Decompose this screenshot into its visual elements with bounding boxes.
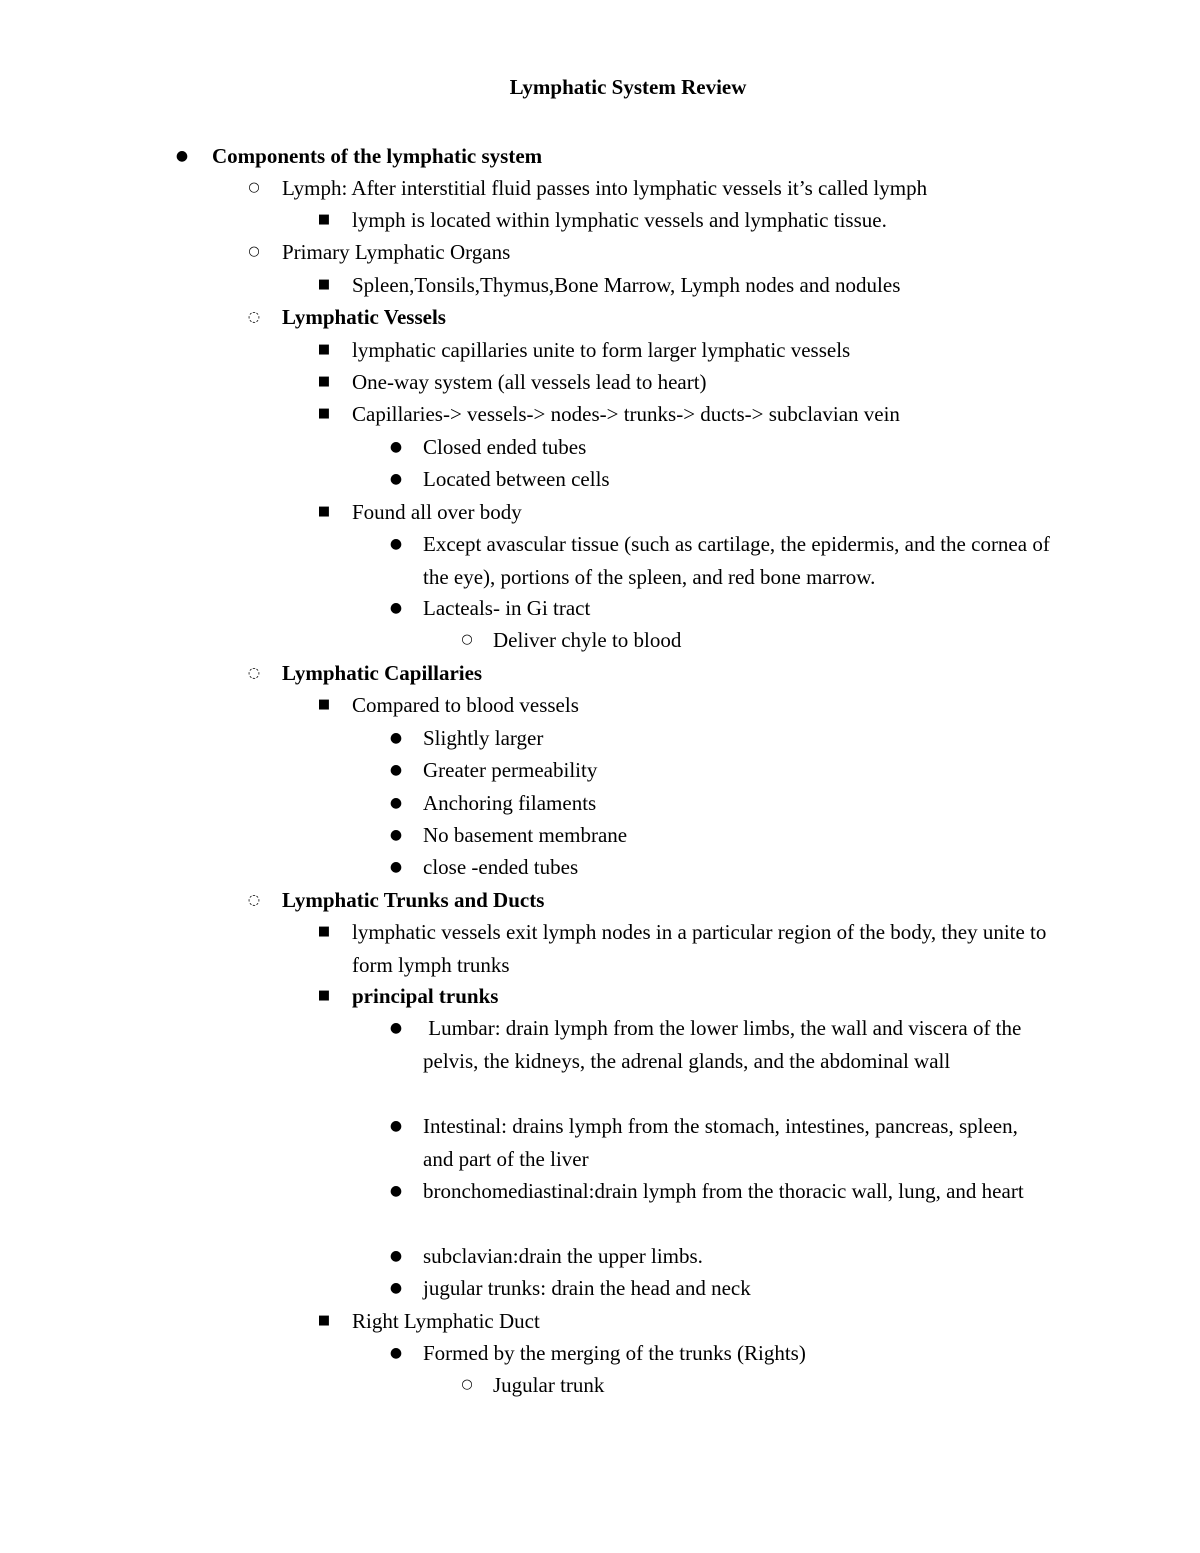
list-item: ● Lacteals- in Gi tract — [423, 592, 590, 625]
list-item: ◌ Lymphatic Capillaries — [282, 657, 482, 690]
list-item: ○ Deliver chyle to blood — [493, 624, 681, 657]
list-item: ● Located between cells — [423, 463, 610, 496]
list-item: ○ Jugular trunk — [493, 1369, 604, 1402]
disc-bullet-icon: ● — [389, 762, 403, 778]
disc-bullet-icon: ● — [389, 1280, 403, 1296]
list-item: ■ Compared to blood vessels — [352, 689, 579, 722]
list-item: ◌ Lymphatic Vessels — [282, 301, 446, 334]
disc-bullet-icon: ● — [389, 827, 403, 843]
square-bullet-icon: ■ — [317, 697, 331, 712]
list-item: ● Closed ended tubes — [423, 431, 586, 464]
list-item: ■ principal trunks — [352, 980, 498, 1013]
list-item: ● Lumbar: drain lymph from the lower limbs, the wall and viscera of the pelvis, the kidneys, the adrenal glands, and the abdominal wall — [423, 1012, 1043, 1077]
circle-bullet-icon: ○ — [248, 244, 260, 259]
list-item: ● Components of the lymphatic system — [212, 140, 542, 173]
disc-bullet-icon: ● — [389, 859, 403, 875]
circle-bullet-icon: ○ — [461, 1377, 473, 1392]
square-bullet-icon: ■ — [317, 374, 331, 389]
list-item: ● subclavian:drain the upper limbs. — [423, 1240, 703, 1273]
disc-bullet-icon: ● — [175, 148, 189, 164]
square-bullet-icon: ■ — [317, 342, 331, 357]
list-item: ● Except avascular tissue (such as cartilage, the epidermis, and the cornea of the eye), portions of the spleen, and red bone marrow. — [423, 528, 1063, 593]
list-item: ■ Capillaries-> vessels-> nodes-> trunks-> ducts-> subclavian vein — [352, 398, 900, 431]
list-item: ● jugular trunks: drain the head and neck — [423, 1272, 751, 1305]
square-bullet-icon: ■ — [317, 504, 331, 519]
list-item: ■ Found all over body — [352, 496, 522, 529]
list-item: ● Intestinal: drains lymph from the stomach, intestines, pancreas, spleen, and part of the liver — [423, 1110, 1043, 1175]
square-bullet-icon: ■ — [317, 277, 331, 292]
dotted-circle-bullet-icon: ◌ — [247, 665, 261, 681]
list-item: ● Greater permeability — [423, 754, 597, 787]
disc-bullet-icon: ● — [389, 1183, 403, 1199]
disc-bullet-icon: ● — [389, 1345, 403, 1361]
disc-bullet-icon: ● — [389, 536, 403, 552]
disc-bullet-icon: ● — [389, 795, 403, 811]
disc-bullet-icon: ● — [389, 1020, 403, 1036]
circle-bullet-icon: ○ — [461, 632, 473, 647]
disc-bullet-icon: ● — [389, 471, 403, 487]
disc-bullet-icon: ● — [389, 439, 403, 455]
list-item: ■ Right Lymphatic Duct — [352, 1305, 540, 1338]
list-item: ■ lymph is located within lymphatic vessels and lymphatic tissue. — [352, 204, 887, 237]
square-bullet-icon: ■ — [317, 212, 331, 227]
disc-bullet-icon: ● — [389, 1248, 403, 1264]
list-item: ● Anchoring filaments — [423, 787, 596, 820]
list-item: ○ Lymph: After interstitial fluid passes into lymphatic vessels it’s called lymph — [282, 172, 927, 205]
list-item: ● bronchomediastinal:drain lymph from the thoracic wall, lung, and heart — [423, 1175, 1063, 1208]
list-item: ○ Primary Lymphatic Organs — [282, 236, 510, 269]
square-bullet-icon: ■ — [317, 924, 331, 939]
square-bullet-icon: ■ — [317, 406, 331, 421]
square-bullet-icon: ■ — [317, 1313, 331, 1328]
disc-bullet-icon: ● — [389, 600, 403, 616]
disc-bullet-icon: ● — [389, 730, 403, 746]
list-item: ■ lymphatic capillaries unite to form larger lymphatic vessels — [352, 334, 850, 367]
dotted-circle-bullet-icon: ◌ — [247, 892, 261, 908]
list-item: ■ lymphatic vessels exit lymph nodes in a particular region of the body, they unite to form lymph trunks — [352, 916, 1064, 981]
list-item: ◌ Lymphatic Trunks and Ducts — [282, 884, 544, 917]
disc-bullet-icon: ● — [389, 1118, 403, 1134]
list-item: ● No basement membrane — [423, 819, 627, 852]
list-item: ● Slightly larger — [423, 722, 543, 755]
list-item: ■ One-way system (all vessels lead to heart) — [352, 366, 707, 399]
page-title: Lymphatic System Review — [509, 75, 747, 99]
list-item: ● close -ended tubes — [423, 851, 578, 884]
dotted-circle-bullet-icon: ◌ — [247, 309, 261, 325]
list-item: ● Formed by the merging of the trunks (Rights) — [423, 1337, 806, 1370]
circle-bullet-icon: ○ — [248, 180, 260, 195]
list-item: ■ Spleen,Tonsils,Thymus,Bone Marrow, Lymph nodes and nodules — [352, 269, 900, 302]
square-bullet-icon: ■ — [317, 988, 331, 1003]
